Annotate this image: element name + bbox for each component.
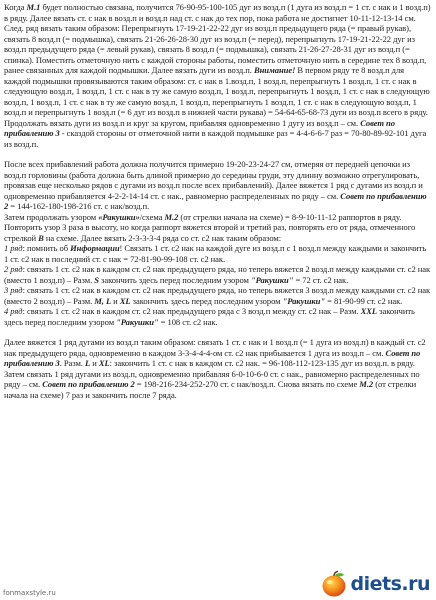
paragraph-4-segment: Информации bbox=[70, 243, 120, 253]
paragraph-3-segment: В bbox=[38, 232, 44, 243]
paragraph-1-segment: М.1 bbox=[26, 2, 41, 12]
paragraph-1-segment: В первом ряду те 8 возд.п для каждой подмышки провязываются таким образом: ст. с нак в 1.возд.п, 1 возд.п, перепрыгнуть 1 возд.п, 1 ст. с нак в следующую возд.п, 1 возд.п, 1 ст. с нак в ту же самую возд.п, 1 возд.п, перепрыгнуть 1 возд.п, 1 ст. с нак в следующую возд.п, 1 возд.п, 1 ст. с нак в ту же самую возд.п, 1 возд.п, перепрыгнуть 1 возд.п, 1 ст. с нак в следующую возд.п, 1 возд.п и перепрыгнуть 1 возд.п (= 6 дуг из возд.п в нижней части рукава) = 54-64-65-68-73 дуги из возд.п всего в ряду. Продолжать вязать дуги из возд.п и круг за кругом, прибавляя одновременно 1 дугу из возд.п – см. bbox=[4, 65, 430, 128]
paragraph-1-segment: Когда bbox=[4, 2, 27, 12]
paragraph-7-segment: XXL bbox=[360, 306, 378, 316]
paragraph-6-segment: и bbox=[111, 295, 120, 306]
paragraph-4-segment: : помнить об bbox=[22, 243, 71, 253]
paragraph-3-segment: на схеме. Далее вязать 2-3-3-3-4 ряда со ст. с2 нак таким образом: bbox=[43, 232, 282, 243]
paragraph-7 bbox=[4, 306, 432, 327]
paragraph-1-segment: - сказдой стороны от отметочной нити в каждой подмышке раз = 4-4-6-6-7 раз = 70-80-89-92-101 дуга из возд.п. bbox=[4, 128, 427, 149]
paragraph-8-segment: . Разм. bbox=[59, 358, 85, 368]
apple-icon bbox=[320, 570, 348, 598]
paragraph-2 bbox=[4, 159, 432, 212]
paragraph-8-segment: (от стрелки начала на схеме) 7 раз и закончить после 7 ряда. bbox=[4, 379, 417, 400]
paragraph-5-segment: S bbox=[94, 274, 99, 285]
paragraph-3-segment: Затем продолжать узором bbox=[4, 211, 99, 222]
paragraph-7-segment: : связать 1 ст. с2 нак в каждом ст. с2 нак предыдущего ряда с 3 возд.п между ст. с2 нак – Разм. bbox=[22, 306, 361, 316]
article-body bbox=[4, 2, 432, 400]
paragraph-5-segment: "Ракушки" bbox=[250, 274, 294, 285]
paragraph-6-segment: закончить здесь перед последним узором bbox=[130, 295, 283, 306]
logo-text: diets.ru bbox=[350, 573, 430, 595]
paragraph-8-segment: L bbox=[84, 358, 91, 368]
paragraph-7-segment: закончить здесь перед последним узором bbox=[4, 306, 415, 327]
paragraph-3-segment: «Ракушки» bbox=[98, 211, 140, 222]
paragraph-6 bbox=[4, 285, 432, 306]
source-watermark: fonmaxstyle.ru bbox=[3, 589, 56, 597]
paragraph-6-segment: 3 ряд bbox=[4, 285, 23, 295]
paragraph-1-segment: Совет по прибавлению 3 bbox=[4, 117, 395, 138]
paragraph-6-segment: XL bbox=[119, 295, 131, 306]
paragraph-8-segment: М.2 bbox=[359, 379, 374, 389]
paragraph-3-segment: М.2 bbox=[164, 211, 179, 222]
paragraph-8-segment: Совет по прибавлению 2 bbox=[42, 379, 135, 389]
site-logo bbox=[320, 570, 430, 598]
paragraph-1-segment: будет полностью связана, получится 76-90-95-100-105 дуг из возд.п (1 дуга из возд.п = 1 ст. с нак и 1 возд.п) в ряду. Далее вязать ст. с нак в возд.п и возд.п над ст. с нак до тех пор, пока работа не достигнет 10-11-12-13-14 см. След. ряд вязать таким образом: Перепрыгнуть 17-19-21-22-22 дуг из возд.п предыдущего ряда (= правый рукав), связать 8 возд.п (= подмышка), связать 21-26-26-28-30 дуг из возд.п (= перед), перепрыгнуть 17-19-21-22-22 дуг из возд.п предыдущего ряда (= левый рукав), связать 8 возд.п (= подмышка), связать 21-26-27-28-31 дуг из возд.п (= спинка). Поместить отметочную нить с каждой стороны работы, поместить отметочную нить в середине тех 8 возд.п, ранее связанных для каждой подмышки. Далее вязать дуги из возд.п. bbox=[4, 2, 431, 75]
paragraph-8-segment: и bbox=[90, 358, 99, 368]
paragraph-8-segment: : закончить 1 ст. с нак в каждом ст. с2 нак. = 96-108-112-123-135 дуг из возд.п. в ряду. Затем связать 1 ряд дугами из возд.п, одновременно прибавляя 6-0-10-6-0 ст. с нак., равномерно распределенных по ряду – см. bbox=[4, 358, 420, 389]
paragraph-8-segment: Совет по прибавлению 3 bbox=[4, 347, 421, 368]
paragraph-7-segment: "Ракушки" bbox=[116, 316, 159, 327]
paragraph-1-segment: Внимание! bbox=[253, 65, 296, 75]
paragraph-6-segment: "Ракушки" bbox=[282, 295, 326, 306]
paragraph-8-segment: Далее вяжется 1 ряд дугами из возд.п таким образом: связать 1 ст. с нак и 1 возд.п (= 1 дуга из возд.п) в каждый ст. с2 нак предыдущего ряда, одновременно в каждом 3-3-4-4-4-ом ст. с2 нак прибывается 1 дуга из возд.п – см. bbox=[4, 337, 426, 358]
paragraph-2-segment: = 144-162-180-198-216 ст. с нак/возд.п. bbox=[8, 201, 150, 211]
paragraph-6-segment: = 81-90-99 ст. с2 нак. bbox=[325, 295, 403, 306]
paragraph-8 bbox=[4, 337, 432, 400]
paragraph-7-segment: = 108 ст. с2 нак. bbox=[158, 316, 218, 327]
paragraph-5-segment: закончить здесь перед последним узором bbox=[98, 274, 251, 285]
paragraph-6-segment: : связать 1 ст. с2 нак в каждом ст. с2 нак предыдущего ряда, но теперь вяжется 3 возд.п между каждыми ст. с2 нак (вместо 2 возд.п) – Разм. bbox=[4, 285, 431, 306]
paragraph-5-segment: = 72 ст. с2 нак. bbox=[293, 274, 349, 285]
paragraph-2-segment: Совет по прибавлению 2 bbox=[4, 190, 427, 211]
paragraph-5 bbox=[4, 264, 432, 285]
paragraph-8-segment: XL bbox=[98, 358, 110, 368]
paragraph-3-segment: (от стрелки начала на схеме) = 8-9-10-11-12 раппортов в ряду. Повторить узор 3 раза в высоту, но когда раппорт вяжется второй и третий раз, повторять его от ряда, отмеченного стрелкой bbox=[4, 211, 416, 243]
paragraph-6-segment: M, L bbox=[94, 295, 112, 306]
paragraph-1 bbox=[4, 2, 432, 149]
paragraph-3 bbox=[4, 212, 432, 244]
paragraph-4 bbox=[4, 243, 432, 264]
paragraph-4-segment: ! Связать 1 ст. с2 нак на каждой дуге из возд.п с 1 возд.п между каждыми и закончить 1 ст. с2 нак в последний ст. с нак = 72-81-90-99-108 ст. с2 нак. bbox=[4, 243, 427, 264]
paragraph-2-segment: После всех прибавлений работа должна получится примерно 19-20-23-24-27 см, отмеряя от передней цепочки из возд.п горловины (работа должна быть длиной примерно до середины груди, эту длинну возможно отрегулировать, провязав еще несколько рядов с дугами из возд.п после всех прибавлений). Далее вяжется 1 ряд с дугами из возд.п и одновременно прибавляется 4-2-2-14-14 ст. с нак., равномерно распределенных по ряду – см. bbox=[4, 159, 423, 201]
paragraph-5-segment: 2 ряд bbox=[4, 264, 23, 274]
paragraph-8-segment: = 198-216-234-252-270 ст. с нак/возд.п. Снова вязать по схеме bbox=[134, 379, 360, 389]
paragraph-5-segment: : связать 1 ст. с2 нак в каждом ст. с2 нак предыдущего ряда, но теперь вяжется 2 возд.п между каждыми ст. с2 нак (вместо 1 возд.п) – Разм. bbox=[4, 264, 431, 285]
paragraph-3-segment: /схема bbox=[139, 211, 165, 222]
paragraph-7-segment: 4 ряд bbox=[4, 306, 23, 316]
paragraph-4-segment: 1 ряд bbox=[4, 243, 23, 253]
